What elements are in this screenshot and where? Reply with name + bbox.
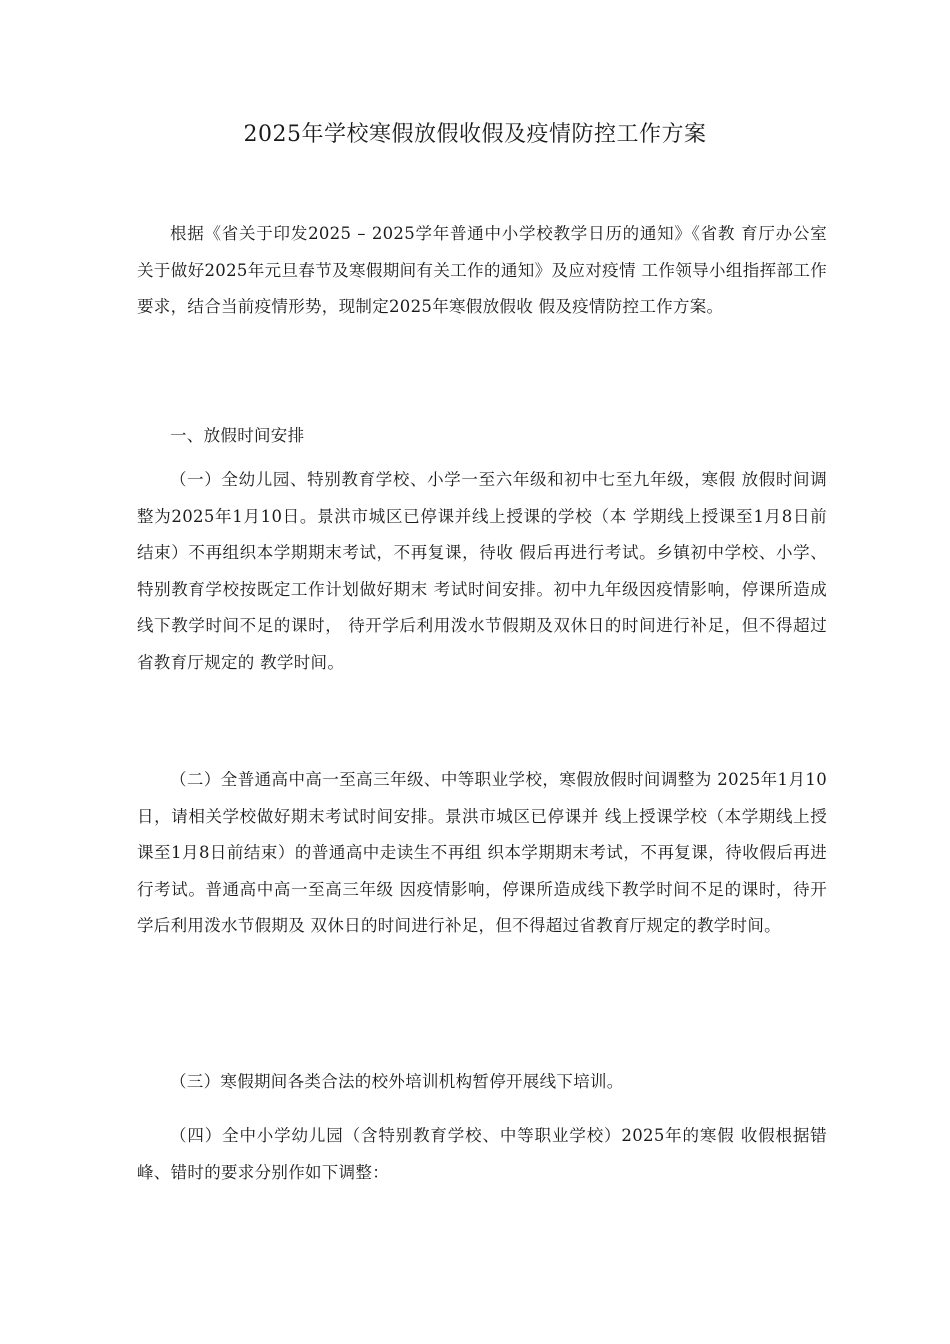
section-heading-1: 一、放假时间安排 (170, 426, 305, 445)
document-title: 2025年学校寒假放假收假及疫情防控工作方案 (243, 122, 707, 147)
item-3-paragraph: （三）寒假期间各类合法的校外培训机构暂停开展线下培训。 (170, 1072, 624, 1091)
intro-paragraph-block (137, 216, 827, 326)
item-4-block (137, 1118, 827, 1191)
item-3-block (137, 1064, 827, 1101)
item-1-paragraph: （一）全幼儿园、特别教育学校、小学一至六年级和初中七至九年级，寒假 放假时间调整为2025年1月10日。景洪市城区已停课并线上授课的学校（本 学期线上授课至1月8日前结束）不再组织本学期期末考试，不再复课，待收 假后再进行考试。乡镇初中学校、小学、特别教育学校按既定工作计划做好期末 考试时间安排。初中九年级因疫情影响，停课所造成线下教学时间不足的课时， 待开学后利用泼水节假期及双休日的时间进行补足，但不得超过省教育厅规定的 教学时间。 (137, 470, 827, 672)
section-heading-block (137, 418, 827, 455)
item-2-block (137, 762, 827, 945)
item-4-paragraph: （四）全中小学幼儿园（含特别教育学校、中等职业学校）2025年的寒假 收假根据错峰、错时的要求分别作如下调整： (137, 1126, 827, 1182)
item-1-block (137, 462, 827, 681)
item-2-paragraph: （二）全普通高中高一至高三年级、中等职业学校，寒假放假时间调整为 2025年1月10日，请相关学校做好期末考试时间安排。景洪市城区已停课并 线上授课学校（本学期线上授课至1月8日前结束）的普通高中走读生不再组 织本学期期末考试，不再复课，待收假后再进行考试。普通高中高一至高三年级 因疫情影响，停课所造成线下教学时间不足的课时，待开学后利用泼水节假期及 双休日的时间进行补足，但不得超过省教育厅规定的教学时间。 (137, 770, 827, 935)
intro-paragraph: 根据《省关于印发2025 – 2025学年普通中小学校教学日历的通知》《省教 育厅办公室关于做好2025年元旦春节及寒假期间有关工作的通知》及应对疫情 工作领导小组指挥部工作要求，结合当前疫情形势，现制定2025年寒假放假收 假及疫情防控工作方案。 (137, 224, 827, 316)
